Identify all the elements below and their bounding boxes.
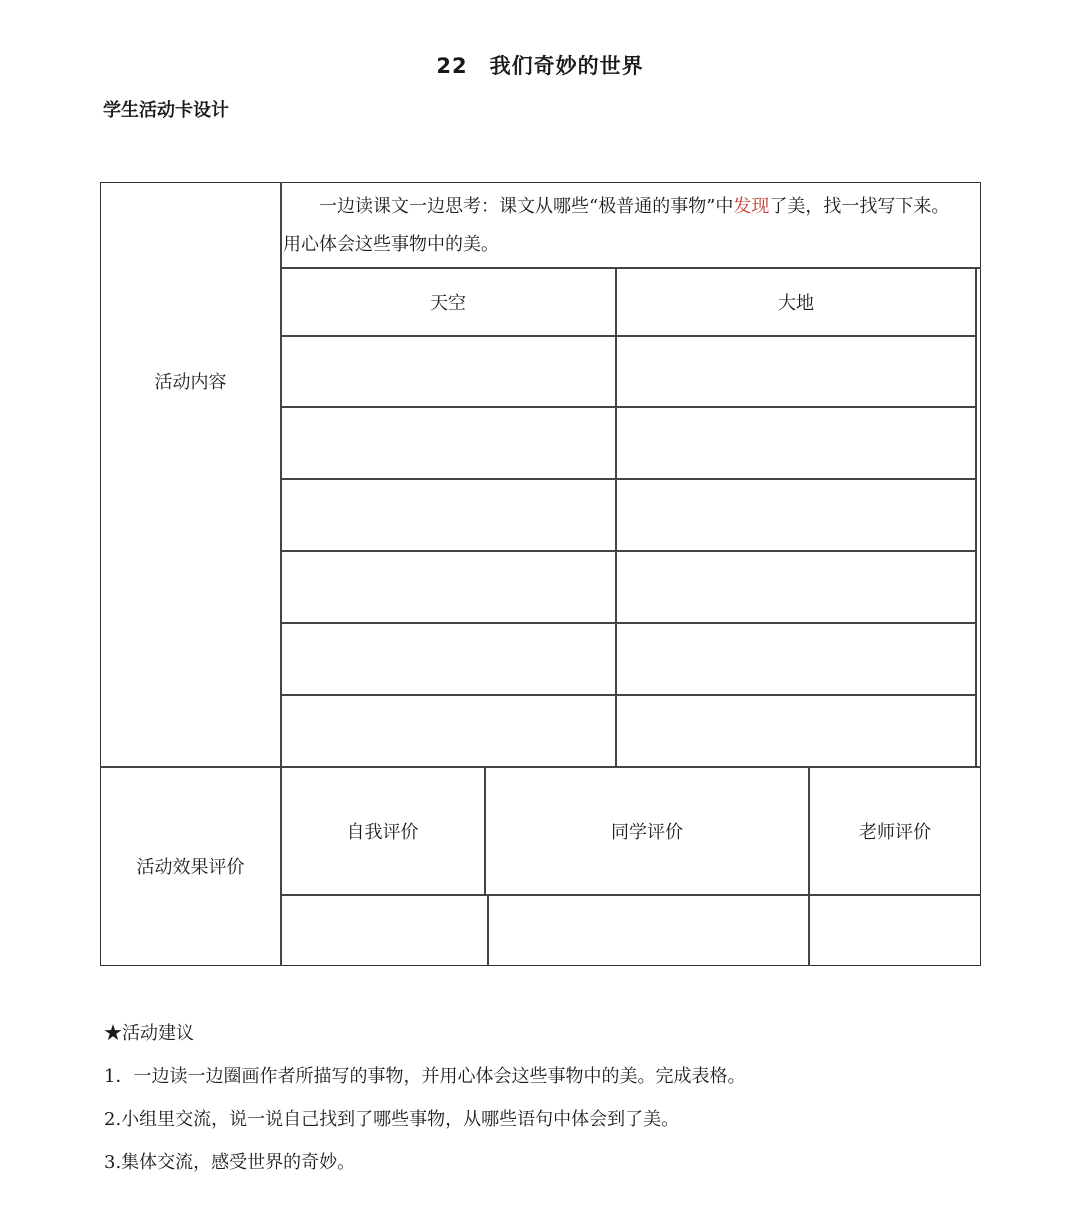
column-header-sky: 天空 xyxy=(430,293,466,314)
suggestion-item-1: 1．一边读一边圈画作者所描写的事物，并用心体会这些事物中的美。完成表格。 xyxy=(104,1066,746,1087)
evaluation-divider-2 xyxy=(808,766,810,966)
grid-right-edge xyxy=(975,267,977,766)
section-divider xyxy=(100,766,981,768)
sky-earth-divider xyxy=(615,267,617,766)
instruction-text xyxy=(283,188,983,264)
lesson-number: 22 xyxy=(436,54,468,78)
evaluation-label: 活动效果评价 xyxy=(136,857,245,878)
row-line xyxy=(280,550,976,552)
subtitle: 学生活动卡设计 xyxy=(103,100,229,121)
instruction-part1: 一边读课文一边思考：课文从哪些“极普通的事物”中 xyxy=(319,196,734,217)
evaluation-row-line xyxy=(280,894,981,896)
suggestion-item-3: 3.集体交流，感受世界的奇妙。 xyxy=(104,1152,356,1173)
row-line xyxy=(280,406,976,408)
activity-content-label: 活动内容 xyxy=(154,372,227,393)
row-line xyxy=(280,478,976,480)
suggestion-item-2: 2.小组里交流，说一说自己找到了哪些事物，从哪些语句中体会到了美。 xyxy=(104,1109,680,1130)
instruction-part2: 了美，找一找写下来。 xyxy=(769,196,950,217)
peer-evaluation-header: 同学评价 xyxy=(611,822,683,843)
instruction-line2: 用心体会这些事物中的美。 xyxy=(283,234,499,255)
lesson-title: 我们奇妙的世界 xyxy=(489,54,644,78)
self-evaluation-header: 自我评价 xyxy=(346,822,419,843)
evaluation-divider-1-lower xyxy=(487,895,489,966)
page-title xyxy=(0,50,1080,80)
row-line xyxy=(280,694,976,696)
instruction-highlight: 发现 xyxy=(733,196,770,217)
instruction-bottom-line xyxy=(280,267,981,269)
column-header-earth: 大地 xyxy=(778,293,814,314)
suggestions-heading: ★活动建议 xyxy=(104,1023,194,1044)
row-line xyxy=(280,335,976,337)
teacher-evaluation-header: 老师评价 xyxy=(859,822,931,843)
row-line xyxy=(280,622,976,624)
